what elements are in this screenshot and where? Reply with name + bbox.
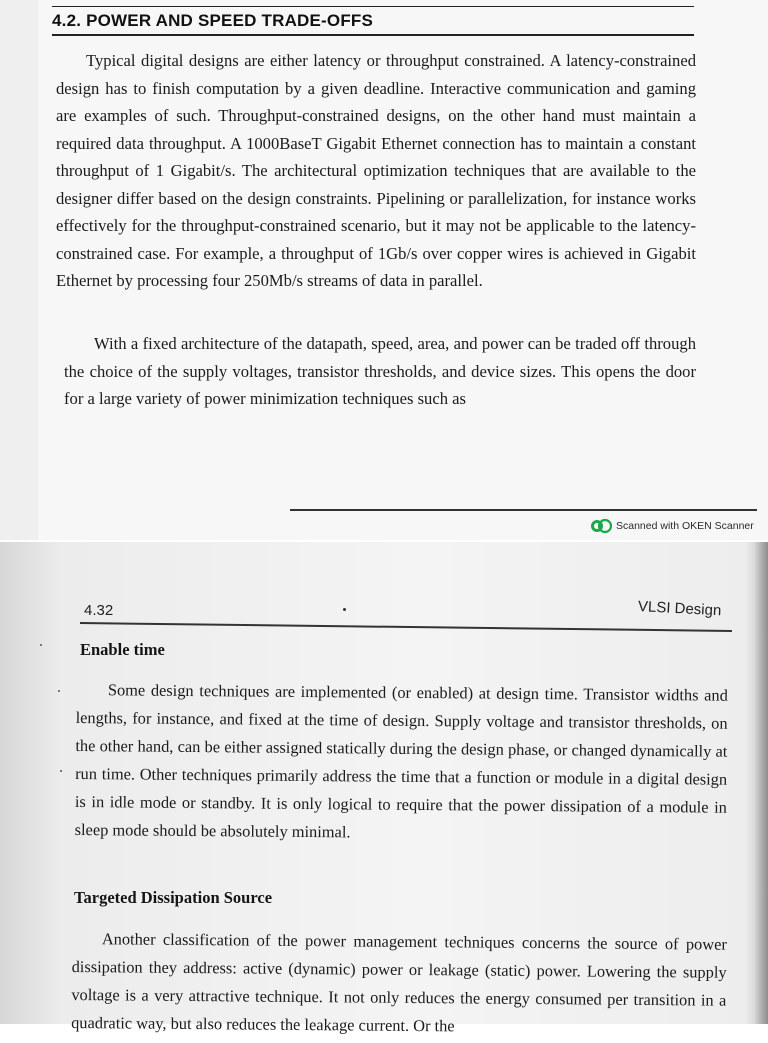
heading-rule — [52, 34, 694, 36]
page-edge-shadow — [0, 0, 38, 540]
page-number: 4.32 — [84, 602, 114, 619]
header-speck — [343, 608, 346, 611]
scanner-watermark — [590, 517, 754, 535]
paragraph-dissipation-source: Another classification of the power management techniques concerns the source of power dissipation they address: active (dynamic) power or leakage (static) power. Lowering the supply voltage is a very attractive technique. It not only reduces the energy consumed per transition in a quadratic way, but also reduces the leakage current. Or the — [71, 929, 727, 1036]
scan-speck — [60, 770, 62, 772]
subheading-enable-time: Enable time — [80, 640, 165, 659]
oken-scanner-logo-icon — [590, 518, 612, 534]
subheading-dissipation-source: Targeted Dissipation Source — [74, 888, 273, 907]
bottom-page — [0, 542, 768, 1036]
running-head: VLSI Design — [637, 598, 722, 620]
section-heading: 4.2. POWER AND SPEED TRADE-OFFS — [52, 11, 374, 30]
top-rule — [52, 6, 694, 7]
page-bottom-rule — [290, 509, 757, 511]
paragraph-throughput-latency: Typical digital designs are either latency or throughput constrained. A latency-constrained design has to finish computation by a given deadline. Interactive communication and gaming are examples of such. Throughput-constrained designs, on the other hand must maintain a required data throughput. A 1000BaseT Gigabit Ethernet connection has to maintain a constant throughput of 1 Gigabit/s. The architectural optimization techniques that are available to the designer differ based on the design constraints. Pipelining or parallelization, for instance works effectively for the throughput-constrained scenario, but it may not be applicable to the latency-constrained case. For example, a throughput of 1Gb/s over copper wires is achieved in Gigabit Ethernet by processing four 250Mb/s streams of data in parallel. — [56, 51, 696, 290]
scan-speck — [40, 644, 42, 646]
header-rule — [80, 622, 732, 631]
scan-speck — [58, 690, 60, 692]
scanner-watermark-text: Scanned with OKEN Scanner — [616, 520, 754, 532]
paragraph-enable-time: Some design techniques are implemented (or enabled) at design time. Transistor widths and lengths, for instance, and fixed at the time of design. Supply voltage and transistor thresholds, on the other hand, can be either assigned statically during the design phase, or changed dynamically at run time. Other techniques primarily address the time that a function or module in a digital design is in idle mode or standby. It is only logical to require that the power dissipation of a module in sleep mode should be absolutely minimal. — [74, 680, 728, 842]
paragraph-fixed-architecture: With a fixed architecture of the datapath, speed, area, and power can be traded off through the choice of the supply voltages, transistor thresholds, and device sizes. This opens the door for a large variety of power minimization techniques such as — [64, 334, 696, 408]
binding-shadow — [754, 542, 768, 1024]
